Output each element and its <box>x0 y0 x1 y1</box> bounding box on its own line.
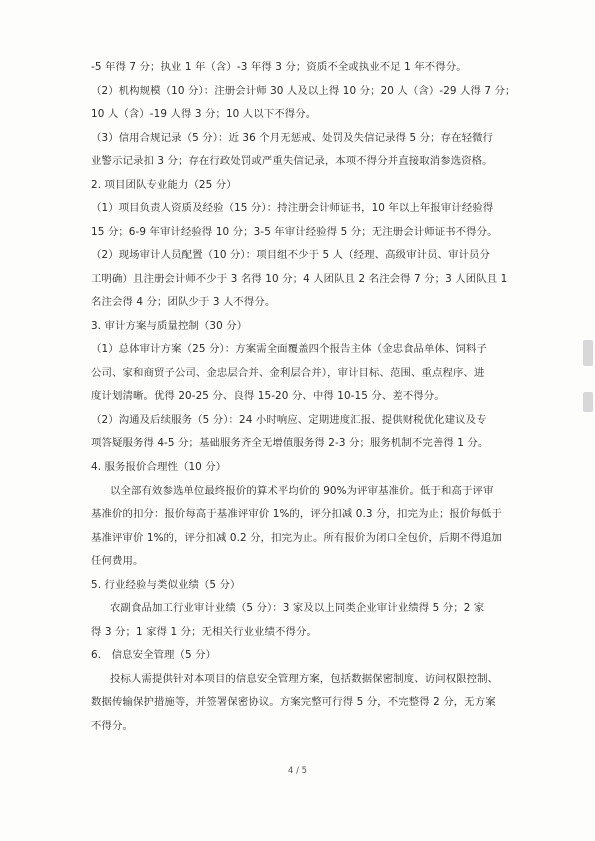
text-line: 投标人需提供针对本项目的信息安全管理方案，包括数据保密制度、访问权限控制、 <box>110 673 499 685</box>
section-heading: 2. 项目团队专业能力（25 分） <box>91 179 237 191</box>
page-number: 4 / 5 <box>287 766 308 776</box>
text-line: 名注会得 4 分；团队少于 3 人不得分。 <box>91 296 276 308</box>
text-line: 任何费用。 <box>91 555 144 567</box>
section-heading: 6. 信息安全管理（5 分） <box>91 649 217 661</box>
text-line: 基准评审价 1%的，评分扣减 0.2 分，扣完为止。所有报价为闭口全包价，后期不得追加 <box>91 532 502 544</box>
scan-mark <box>583 392 593 412</box>
text-line: （2）沟通及后续服务（5 分）：24 小时响应、定期进度汇报、提供财税优化建议及专 <box>91 414 487 426</box>
text-line: 公司、家和商贸子公司、金忠层合并、金利层合并），审计目标、范围、重点程序、进 <box>91 367 485 379</box>
text-line: 业警示记录扣 3 分；存在行政处罚或严重失信记录，本项不得分并直接取消参选资格。 <box>91 155 493 167</box>
text-line: 项答疑服务得 4-5 分；基础服务齐全无增值服务得 2-3 分；服务机制不完善得 1 分。 <box>91 437 489 449</box>
section-heading: 3. 审计方案与质量控制（30 分） <box>91 320 248 332</box>
text-line: 得 3 分；1 家得 1 分；无相关行业业绩不得分。 <box>91 626 317 638</box>
text-line: 不得分。 <box>91 720 133 732</box>
text-line: （1）项目负责人资质及经验（15 分）：持注册会计师证书，10 年以上年报审计经验得 <box>91 202 494 214</box>
text-line: （1）总体审计方案（25 分）：方案需全面覆盖四个报告主体（金忠食品单体、饲料子 <box>91 343 487 355</box>
text-line: 工明确）且注册会计师不少于 3 名得 10 分；4 人团队且 2 名注会得 7 分；3 人团队且 1 <box>91 273 508 285</box>
text-line: 以全部有效参选单位最终报价的算术平均价的 90%为评审基准价。低于和高于评审 <box>110 485 494 497</box>
section-heading: 4. 服务报价合理性（10 分） <box>91 461 227 473</box>
text-line: 基准价的扣分：报价每高于基准评审价 1%的，评分扣减 0.3 分，扣完为止；报价每低于 <box>91 508 502 520</box>
text-line: 10 人（含）-19 人得 3 分；10 人以下不得分。 <box>91 108 317 120</box>
text-line: -5 年得 7 分；执业 1 年（含）-3 年得 3 分；资质不全或执业不足 1 年不得分。 <box>91 61 467 73</box>
text-line: 度计划清晰。优得 20-25 分、良得 15-20 分、中得 10-15 分、差不得分。 <box>91 390 445 402</box>
text-line: （2）机构规模（10 分）：注册会计师 30 人及以上得 10 分；20 人（含）-29 人得 7 分； <box>91 85 516 97</box>
text-line: （2）现场审计人员配置（10 分）：项目组不少于 5 人（经理、高级审计员、审计员分 <box>91 249 491 261</box>
text-line: 农副食品加工行业审计业绩（5 分）：3 家及以上同类企业审计业绩得 5 分；2 家 <box>110 602 485 614</box>
text-line: 15 分；6-9 年审计经验得 10 分；3-5 年审计经验得 5 分；无注册会计师证书不得分。 <box>91 226 498 238</box>
scan-mark <box>583 340 593 366</box>
section-heading: 5. 行业经验与类似业绩（5 分） <box>91 579 241 591</box>
text-line: （3）信用合规记录（5 分）：近 36 个月无惩戒、处罚及失信记录得 5 分；存在轻微行 <box>91 132 494 144</box>
text-line: 数据传输保护措施等，并签署保密协议。方案完整可行得 5 分，不完整得 2 分，无方案 <box>91 696 496 708</box>
